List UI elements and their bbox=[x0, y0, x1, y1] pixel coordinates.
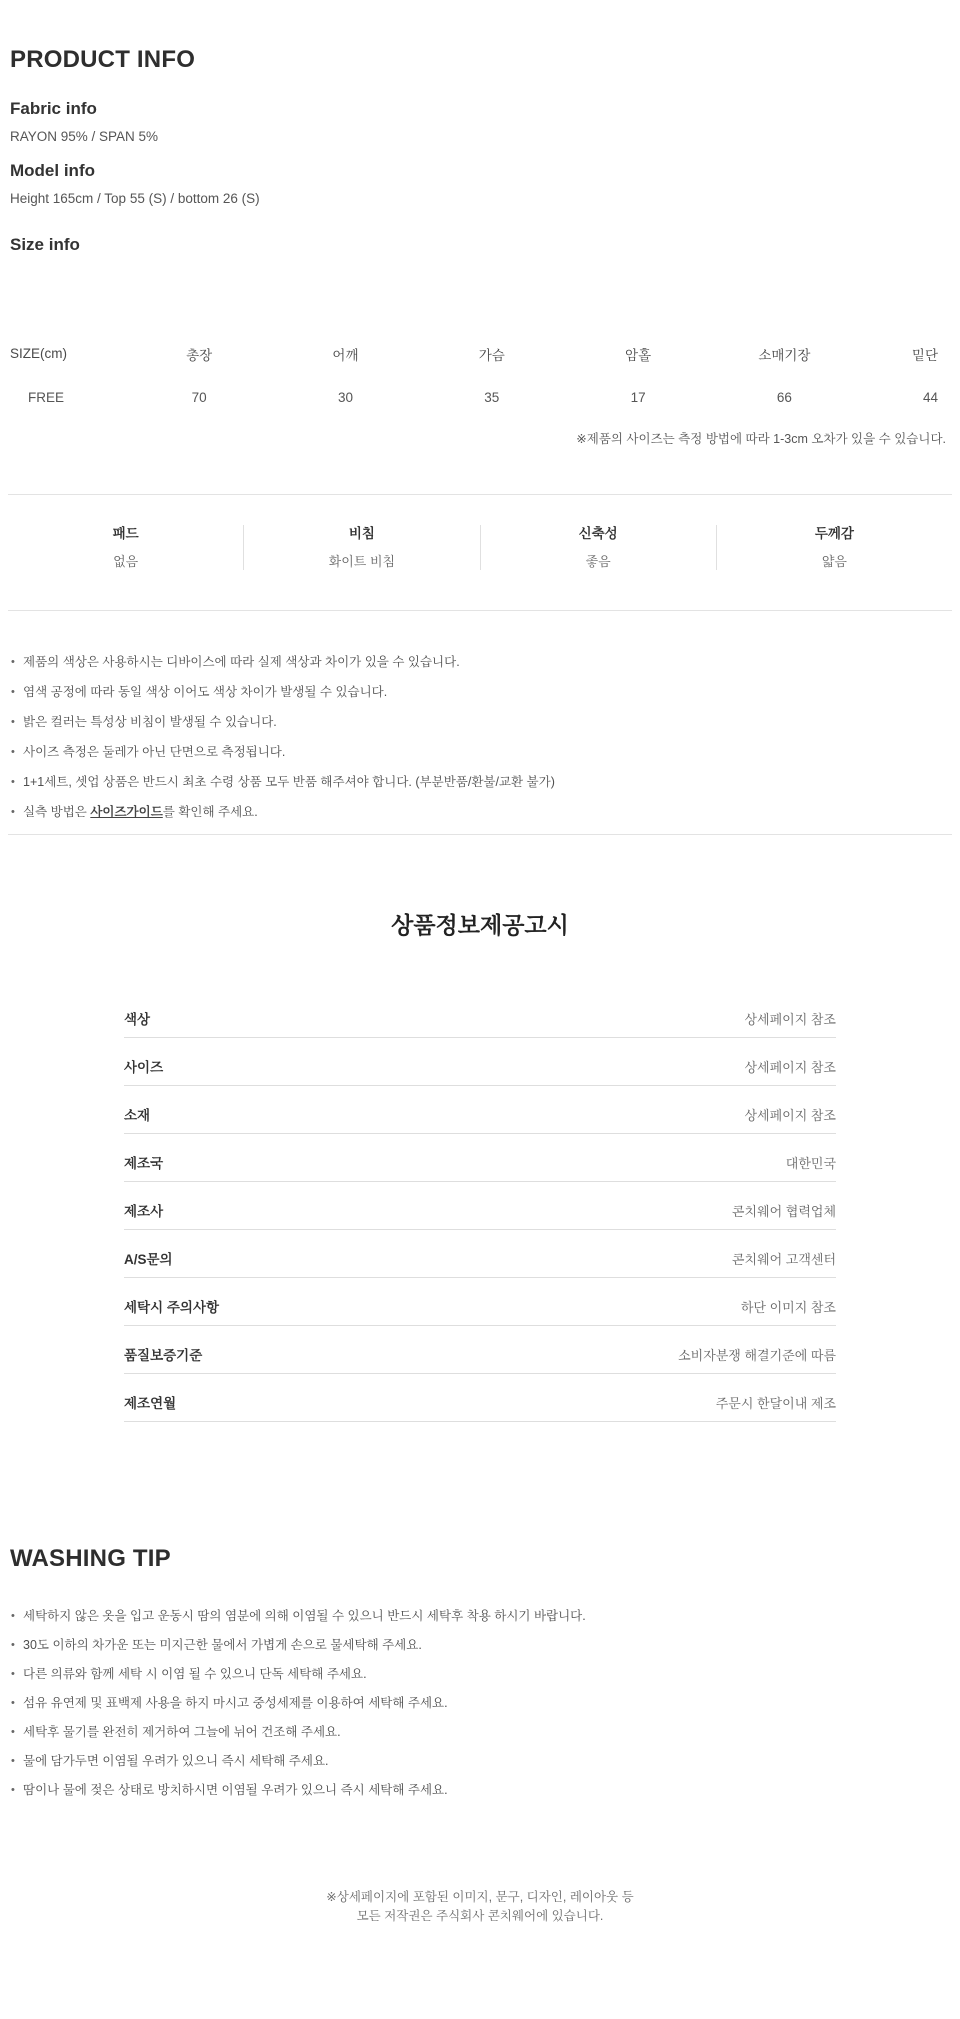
size-note: ※제품의 사이즈는 측정 방법에 따라 1-3cm 오차가 있을 수 있습니다. bbox=[576, 431, 946, 446]
size-col-header: 암홀 bbox=[625, 347, 652, 363]
washing-tip-item: • 30도 이하의 차가운 또는 미지근한 물에서 가볍게 손으로 물세탁해 주세요. bbox=[10, 1637, 950, 1653]
attribute-label: 패드 bbox=[112, 525, 139, 541]
washing-tip-list bbox=[10, 1608, 950, 1798]
disclosure-value: 상세페이지 참조 bbox=[744, 1107, 836, 1123]
disclosure-label: 제조국 bbox=[124, 1155, 164, 1171]
notice-item: • 밝은 컬러는 특성상 비침이 발생될 수 있습니다. bbox=[10, 714, 950, 730]
size-value: 66 bbox=[776, 390, 792, 406]
footer-copyright bbox=[0, 1888, 960, 1925]
footer-copyright-line1: ※상세페이지에 포함된 이미지, 문구, 디자인, 레이아웃 등 bbox=[326, 1890, 634, 1905]
disclosure-value: 상세페이지 참조 bbox=[744, 1059, 836, 1075]
attribute-value: 없음 bbox=[113, 553, 139, 569]
size-info-heading: Size info bbox=[10, 235, 80, 255]
divider bbox=[8, 834, 952, 835]
disclosure-value: 콘치웨어 협력업체 bbox=[731, 1203, 836, 1219]
washing-tip-item: • 세탁하지 않은 옷을 입고 운동시 땀의 염분에 의해 이염될 수 있으니 반드시 세탁후 착용 하시기 바랍니다. bbox=[10, 1608, 950, 1624]
disclosure-value: 콘치웨어 고객센터 bbox=[731, 1251, 836, 1267]
disclosure-label: 제조연월 bbox=[124, 1395, 177, 1411]
disclosure-row bbox=[124, 1374, 836, 1422]
disclosure-label: 색상 bbox=[124, 1011, 151, 1027]
size-col-header: 가슴 bbox=[478, 347, 505, 363]
disclosure-value: 소비자분쟁 해결기준에 따름 bbox=[678, 1347, 836, 1363]
fabric-info-heading: Fabric info bbox=[10, 98, 97, 118]
washing-tip-item: • 물에 담가두면 이염될 우려가 있으니 즉시 세탁해 주세요. bbox=[10, 1753, 950, 1769]
model-info-heading: Model info bbox=[10, 160, 95, 180]
washing-tip-title: WASHING TIP bbox=[10, 1544, 171, 1572]
disclosure-title: 상품정보제공고시 bbox=[391, 911, 569, 938]
size-col-header: 어깨 bbox=[332, 347, 359, 363]
washing-tip-item: • 섬유 유연제 및 표백제 사용을 하지 마시고 중성세제를 이용하여 세탁해 주세요. bbox=[10, 1695, 950, 1711]
disclosure-row bbox=[124, 1038, 836, 1086]
notice-item: • 1+1세트, 셋업 상품은 반드시 최초 수령 상품 모두 반품 해주셔야 합니다. (부분반품/환불/교환 불가) bbox=[10, 774, 950, 790]
washing-tip-item: • 세탁후 물기를 완전히 제거하여 그늘에 뉘어 건조해 주세요. bbox=[10, 1724, 950, 1740]
model-info-value: Height 165cm / Top 55 (S) / bottom 26 (S) bbox=[10, 190, 260, 206]
fabric-info-value: RAYON 95% / SPAN 5% bbox=[10, 129, 159, 145]
disclosure-row bbox=[124, 990, 836, 1038]
disclosure-value: 상세페이지 참조 bbox=[744, 1011, 836, 1027]
size-table bbox=[8, 332, 952, 420]
size-col-header: 총장 bbox=[186, 347, 213, 363]
size-row-label: FREE bbox=[28, 390, 65, 406]
disclosure-label: 제조사 bbox=[124, 1203, 164, 1219]
disclosure-value: 하단 이미지 참조 bbox=[740, 1299, 836, 1315]
attribute-label: 신축성 bbox=[578, 525, 618, 541]
attribute-label: 두께감 bbox=[814, 525, 854, 541]
attributes-strip bbox=[8, 495, 952, 610]
washing-tip-item: • 땀이나 물에 젖은 상태로 방치하시면 이염될 우려가 있으니 즉시 세탁해 주세요. bbox=[10, 1782, 950, 1798]
size-col-header: 소매기장 bbox=[758, 347, 811, 363]
size-table-data-row bbox=[8, 376, 952, 420]
notice-item: • 제품의 색상은 사용하시는 디바이스에 따라 실제 색상과 차이가 있을 수 있습니다. bbox=[10, 654, 950, 670]
disclosure-row bbox=[124, 1278, 836, 1326]
size-col-header: 밑단 bbox=[911, 347, 938, 363]
size-guide-link[interactable]: 사이즈가이드 bbox=[90, 804, 163, 819]
attribute-label: 비침 bbox=[348, 525, 375, 541]
size-value: 44 bbox=[922, 390, 938, 406]
attribute-item bbox=[8, 525, 243, 570]
size-col-header: SIZE(cm) bbox=[10, 346, 67, 362]
notice-list bbox=[10, 654, 950, 820]
notice-text-suffix: 를 확인해 주세요. bbox=[162, 804, 258, 819]
attribute-value: 좋음 bbox=[585, 553, 611, 569]
notice-item bbox=[10, 804, 950, 820]
disclosure-label: 소재 bbox=[124, 1107, 151, 1123]
disclosure-label: 품질보증기준 bbox=[124, 1347, 203, 1363]
disclosure-label: 세탁시 주의사항 bbox=[124, 1299, 220, 1315]
attribute-item bbox=[480, 525, 716, 570]
disclosure-label: A/S문의 bbox=[124, 1251, 173, 1267]
attribute-value: 화이트 비침 bbox=[328, 553, 396, 569]
size-value: 30 bbox=[337, 390, 353, 406]
disclosure-value: 대한민국 bbox=[785, 1155, 836, 1171]
disclosure-row bbox=[124, 1134, 836, 1182]
disclosure-table bbox=[124, 990, 836, 1422]
size-value: 35 bbox=[484, 390, 500, 406]
notice-text-prefix: 실측 방법은 bbox=[23, 804, 91, 819]
disclosure-label: 사이즈 bbox=[124, 1059, 164, 1075]
disclosure-row bbox=[124, 1230, 836, 1278]
size-value: 70 bbox=[191, 390, 207, 406]
notice-item: • 사이즈 측정은 둘레가 아닌 단면으로 측정됩니다. bbox=[10, 744, 950, 760]
disclosure-value: 주문시 한달이내 제조 bbox=[715, 1395, 836, 1411]
size-value: 17 bbox=[630, 390, 646, 406]
attribute-value: 얇음 bbox=[821, 553, 847, 569]
disclosure-row bbox=[124, 1326, 836, 1374]
size-table-header-row bbox=[8, 332, 952, 376]
disclosure-row bbox=[124, 1086, 836, 1134]
attribute-item bbox=[716, 525, 952, 570]
footer-copyright-line2: 모든 저작권은 주식회사 콘치웨어에 있습니다. bbox=[356, 1908, 604, 1923]
page-title: PRODUCT INFO bbox=[10, 46, 196, 73]
divider bbox=[8, 610, 952, 611]
notice-item: • 염색 공정에 따라 동일 색상 이어도 색상 차이가 발생될 수 있습니다. bbox=[10, 684, 950, 700]
attribute-item bbox=[243, 525, 479, 570]
washing-tip-item: • 다른 의류와 함께 세탁 시 이염 될 수 있으니 단독 세탁해 주세요. bbox=[10, 1666, 950, 1682]
disclosure-row bbox=[124, 1182, 836, 1230]
